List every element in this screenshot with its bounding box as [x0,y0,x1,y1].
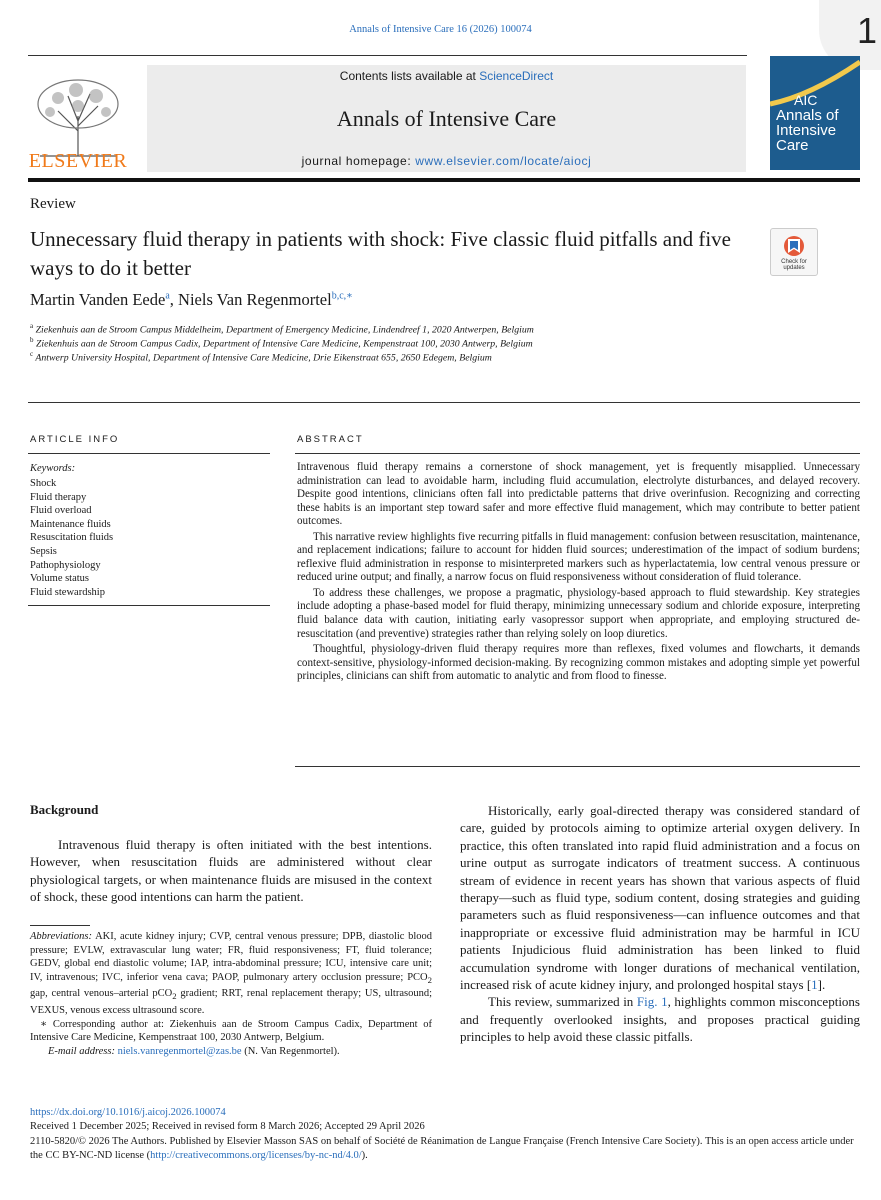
keywords-label: Keywords: [30,463,76,474]
keyword-item: Sepsis [30,545,57,557]
contents-line: Contents lists available at ScienceDirect [339,69,554,83]
body-right-column [460,802,860,1046]
abstract-body [297,461,860,686]
header-divider [28,55,747,56]
affiliation: $^c$ Antwerp University Hospital, Department of Intensive Care Medicine, Drie Eikenstraat 655, 2650 Edegem, Belgium [30,350,492,364]
journal-name: Annals of Intensive Care [336,106,557,131]
keyword-item: Maintenance fluids [30,518,111,530]
footnote-divider [30,925,90,926]
author-list: Martin Vanden Eede$^a$, Niels Van Regenmortel$^{b,c,∗}$ [30,290,353,309]
author-name[interactable]: Martin Vanden Eede [30,290,166,309]
article-title: Unnecessary fluid therapy in patients with shock: Five classic fluid pitfalls and five ways to do it better [30,227,731,280]
divider [28,453,270,454]
journal-cover-image[interactable] [770,56,860,170]
email-footnote: E-mail address: niels.vanregenmortel@zas.be (N. Van Regenmortel). [48,1045,340,1057]
body-paragraph: This review, summarized in Fig. 1, highlights common misconceptions and frequently overlooked insights, and proposes practical guiding principles to help avoid these classic pitfalls. [460,994,860,1045]
homepage-link[interactable]: www.elsevier.com/locate/aiocj [415,154,592,168]
abstract-paragraph: Thoughtful, physiology-driven fluid therapy requires more than reflexes, fixed volumes and flowcharts, it demands context-sensitive, physiology-informed decision-making. By recognizing common mistakes and adopting simple yet powerful principles, clinicians can shift from automatic to analytic and from flood to finesse. [297,643,860,683]
divider [295,766,860,767]
keyword-item: Shock [30,478,57,489]
footnotes [30,930,432,1059]
page-number: 1 [819,0,881,70]
reference-link[interactable]: 1 [811,977,818,993]
body-paragraph: Intravenous fluid therapy is often initiated with the best intentions. However, when resuscitation fluids are administered without clear physiological targets, or when maintenance fluids are misused in the context of shock, these good intentions can harm the patient. [30,837,432,905]
header-thick-rule [28,178,860,182]
abstract-paragraph: To address these challenges, we propose a pragmatic, physiology-based approach to fluid stewardship. Key strategies include adopting a phase-based model for fluid therapy, minimizing unnecessary sodium and chloride exposure, interpreting fluid balance data with caution, initiating early vasopressor support when appropriate, and employing structured de-resuscitation (and preventive) strategies rather than relying solely on loop diuretics. [297,586,860,640]
check-for-updates-button[interactable] [770,228,818,276]
journal-citation-link[interactable]: Annals of Intensive Care 16 (2026) 100074 [349,24,532,35]
keyword-item: Fluid overload [30,505,92,517]
keyword-item: Pathophysiology [30,559,101,571]
license-link[interactable]: http://creativecommons.org/licenses/by-nc-nd/4.0/ [150,1150,362,1162]
check-updates-label: Check for updates [781,259,807,271]
copyright-notice: 2110-5820/© 2026 The Authors. Published by Elsevier Masson SAS on behalf of Société de Réanimation de Langue Française (French Intensive Care Society). This is an open access article under the CC BY-NC-ND license (http://creativecommons.org/licenses/by-nc-nd/4.0/). [30,1135,854,1162]
body-paragraph: Historically, early goal-directed therapy was considered standard of care, guided by protocols aiming to optimize arterial oxygen delivery. In practice, this often translated into rapid fluid administration and a focus on urine output as surrogate indicators of treatment success. A continuous stream of evidence in recent years has shown that various aspects of fluid therapy—such as fluid type, sodium content, dosing strategies and guiding parameters such as fluid responsiveness—can influence outcomes and that inappropriate or excessive fluid administration may be harmful in ICU patients Injudicious fluid administration has been linked to fluid accumulation syndrome with longer durations of mechanical ventilation, increased risk of acute kidney injury, and prolonged hospital stays [1]. [460,803,860,993]
sciencedirect-link[interactable]: ScienceDirect [479,69,554,83]
author-name[interactable]: Niels Van Regenmortel [178,290,332,309]
keyword-item: Resuscitation fluids [30,532,114,544]
keyword-item: Fluid therapy [30,491,87,503]
keyword-list [30,477,113,599]
author-affil-sup[interactable]: a [165,290,170,302]
abstract-heading: ABSTRACT [297,434,364,445]
affiliation: $^b$ Ziekenhuis aan de Stroom Campus Cadix, Department of Intensive Care Medicine, Kempenstraat 100, 2030 Antwerp, Belgium [30,336,533,350]
figure-link[interactable]: Fig. 1 [636,994,668,1010]
homepage-line: journal homepage: www.elsevier.com/locate/aiocj [301,154,592,168]
cover-title: Annals of Intensive Care [776,107,839,154]
abstract-paragraph: Intravenous fluid therapy remains a cornerstone of shock management, yet is frequently misapplied. Unnecessary administration can lead to avoidable harm, including fluid accumulation, electrolyte disturbances, and delayed recovery. Despite good intentions, clinicians often fall into predictable patterns that drive overinfusion. Recognizing and correcting these habits is an important step toward safer and more effective fluid management, which may contribute to better patient outcomes. [297,461,860,528]
received-dates: Received 1 December 2025; Received in revised form 8 March 2026; Accepted 29 April 2026 [30,1121,425,1133]
article-info-heading: ARTICLE INFO [30,434,120,445]
divider [295,453,860,454]
keyword-item: Fluid stewardship [30,586,105,598]
affiliation: $^a$ Ziekenhuis aan de Stroom Campus Middelheim, Department of Emergency Medicine, Lindendreef 1, 2020 Antwerpen, Belgium [30,322,534,336]
author-affil-sup[interactable]: b,c,∗ [331,290,353,302]
divider [28,402,860,403]
corresponding-author-footnote: ∗ Corresponding author at: Ziekenhuis aan de Stroom Campus Cadix, Department of Intensive Care Medicine, Kempenstraat 100, 2030 Antwerp, Belgium. [30,1018,432,1044]
email-link[interactable]: niels.vanregenmortel@zas.be [117,1045,242,1057]
body-left-column [30,836,432,906]
divider [28,605,270,606]
publication-info [30,1106,862,1164]
doi-link[interactable]: https://dx.doi.org/10.1016/j.aicoj.2026.100074 [30,1107,226,1118]
article-type: Review [30,196,76,212]
keyword-item: Volume status [30,573,90,585]
abbreviations-footnote: Abbreviations: AKI, acute kidney injury; CVP, central venous pressure; DPB, diastolic blood pressure; EVLW, extravascular lung water; FR, fluid responsiveness; FT, fluid tolerance; GEDV, global end diastolic volume; IAP, intra-abdominal pressure; ICU, intensive care unit; IV, intravenous; IVC, inferior vena cava; PAOP, pulmonary artery occlusion pressure; $PCO_2$ gap, central venous–arterial pCO$_2$ gradient; RRT, renal replacement therapy; US, ultrasound; VEXUS, venous excess ultrasound score. [30,931,432,1017]
elsevier-wordmark: ELSEVIER [28,150,128,172]
section-heading: Background [30,802,99,817]
abstract-paragraph: This narrative review highlights five recurring pitfalls in fluid management: confusion between resuscitation, maintenance, and replacement indications; failure to account for hidden fluid sources; underestimation of the impact of sodium burdens; reflexive fluid administration in response to misinterpreted markers such as hyperlactatemia, low central venous pressure or reduced urine output; and finally, a narrow focus on fluid responsiveness without consideration of fluid tolerance. [297,530,860,584]
cover-abbrev: AIC [794,92,818,108]
